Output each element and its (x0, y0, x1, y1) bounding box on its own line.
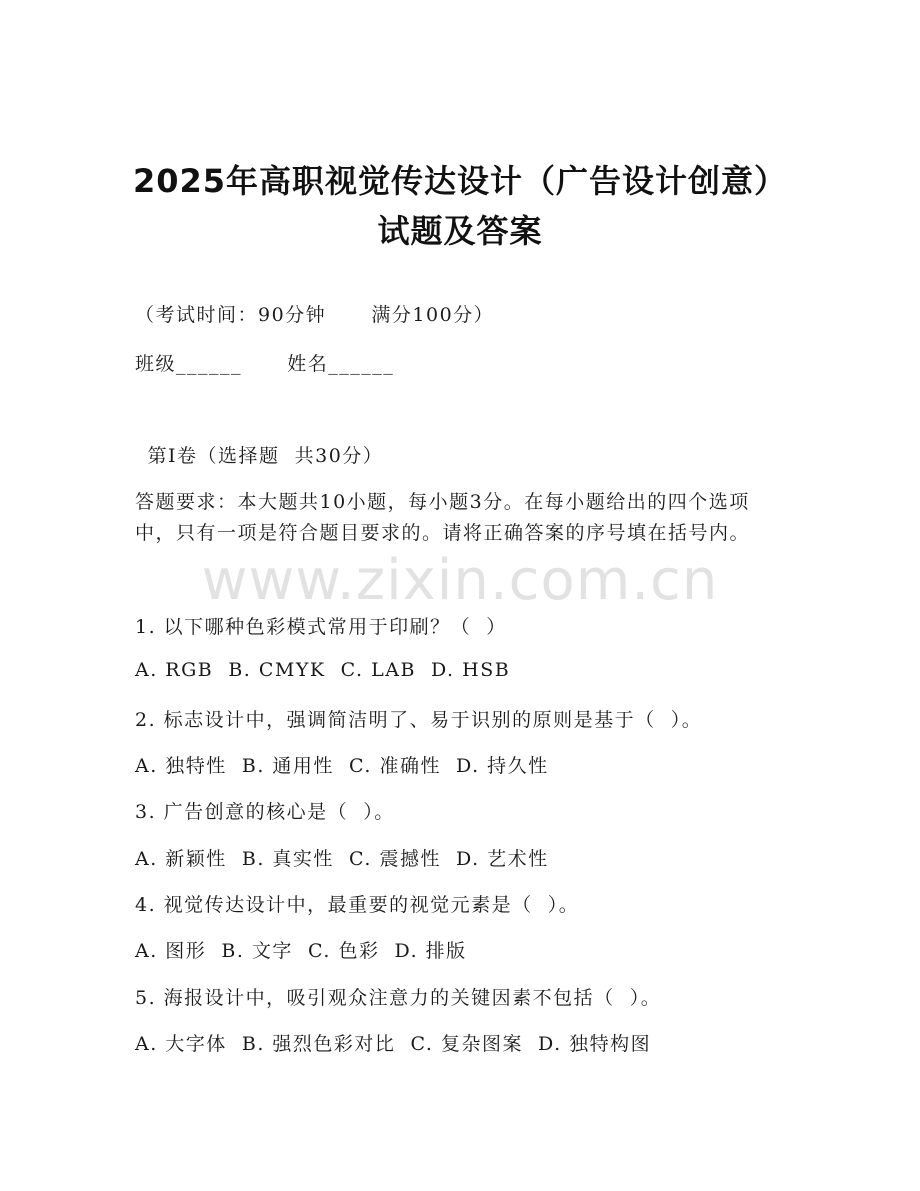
question-4-options: A. 图形 B. 文字 C. 色彩 D. 排版 (135, 940, 467, 962)
question-2: 2. 标志设计中，强调简洁明了、易于识别的原则是基于（ ）。 (135, 709, 703, 731)
student-fields: 班级______ 姓名______ (135, 353, 395, 375)
question-3-options: A. 新颖性 B. 真实性 C. 震撼性 D. 艺术性 (135, 848, 549, 870)
question-1-options: A. RGB B. CMYK C. LAB D. HSB (135, 659, 511, 681)
watermark: www.zixin.com.cn (201, 548, 719, 613)
question-5: 5. 海报设计中，吸引观众注意力的关键因素不包括（ ）。 (135, 987, 662, 1009)
document-title-line2: 试题及答案 (377, 212, 543, 250)
section-header: 第Ⅰ卷（选择题 共30分） (140, 445, 384, 467)
instructions-line1: 答题要求：本大题共10小题，每小题3分。在每小题给出的四个选项 (135, 491, 750, 513)
question-2-options: A. 独特性 B. 通用性 C. 准确性 D. 持久性 (135, 755, 549, 777)
instructions-line2: 中，只有一项是符合题目要求的。请将正确答案的序号填在括号内。 (135, 522, 751, 544)
document-title-line1: 2025年高职视觉传达设计（广告设计创意） (132, 162, 788, 200)
question-5-options: A. 大字体 B. 强烈色彩对比 C. 复杂图案 D. 独特构图 (135, 1033, 652, 1055)
exam-info: （考试时间：90分钟 满分100分） (135, 304, 495, 326)
question-4: 4. 视觉传达设计中，最重要的视觉元素是（ ）。 (135, 894, 580, 916)
question-3: 3. 广告创意的核心是（ ）。 (135, 801, 395, 823)
question-1: 1. 以下哪种色彩模式常用于印刷？（ ） (135, 616, 507, 638)
